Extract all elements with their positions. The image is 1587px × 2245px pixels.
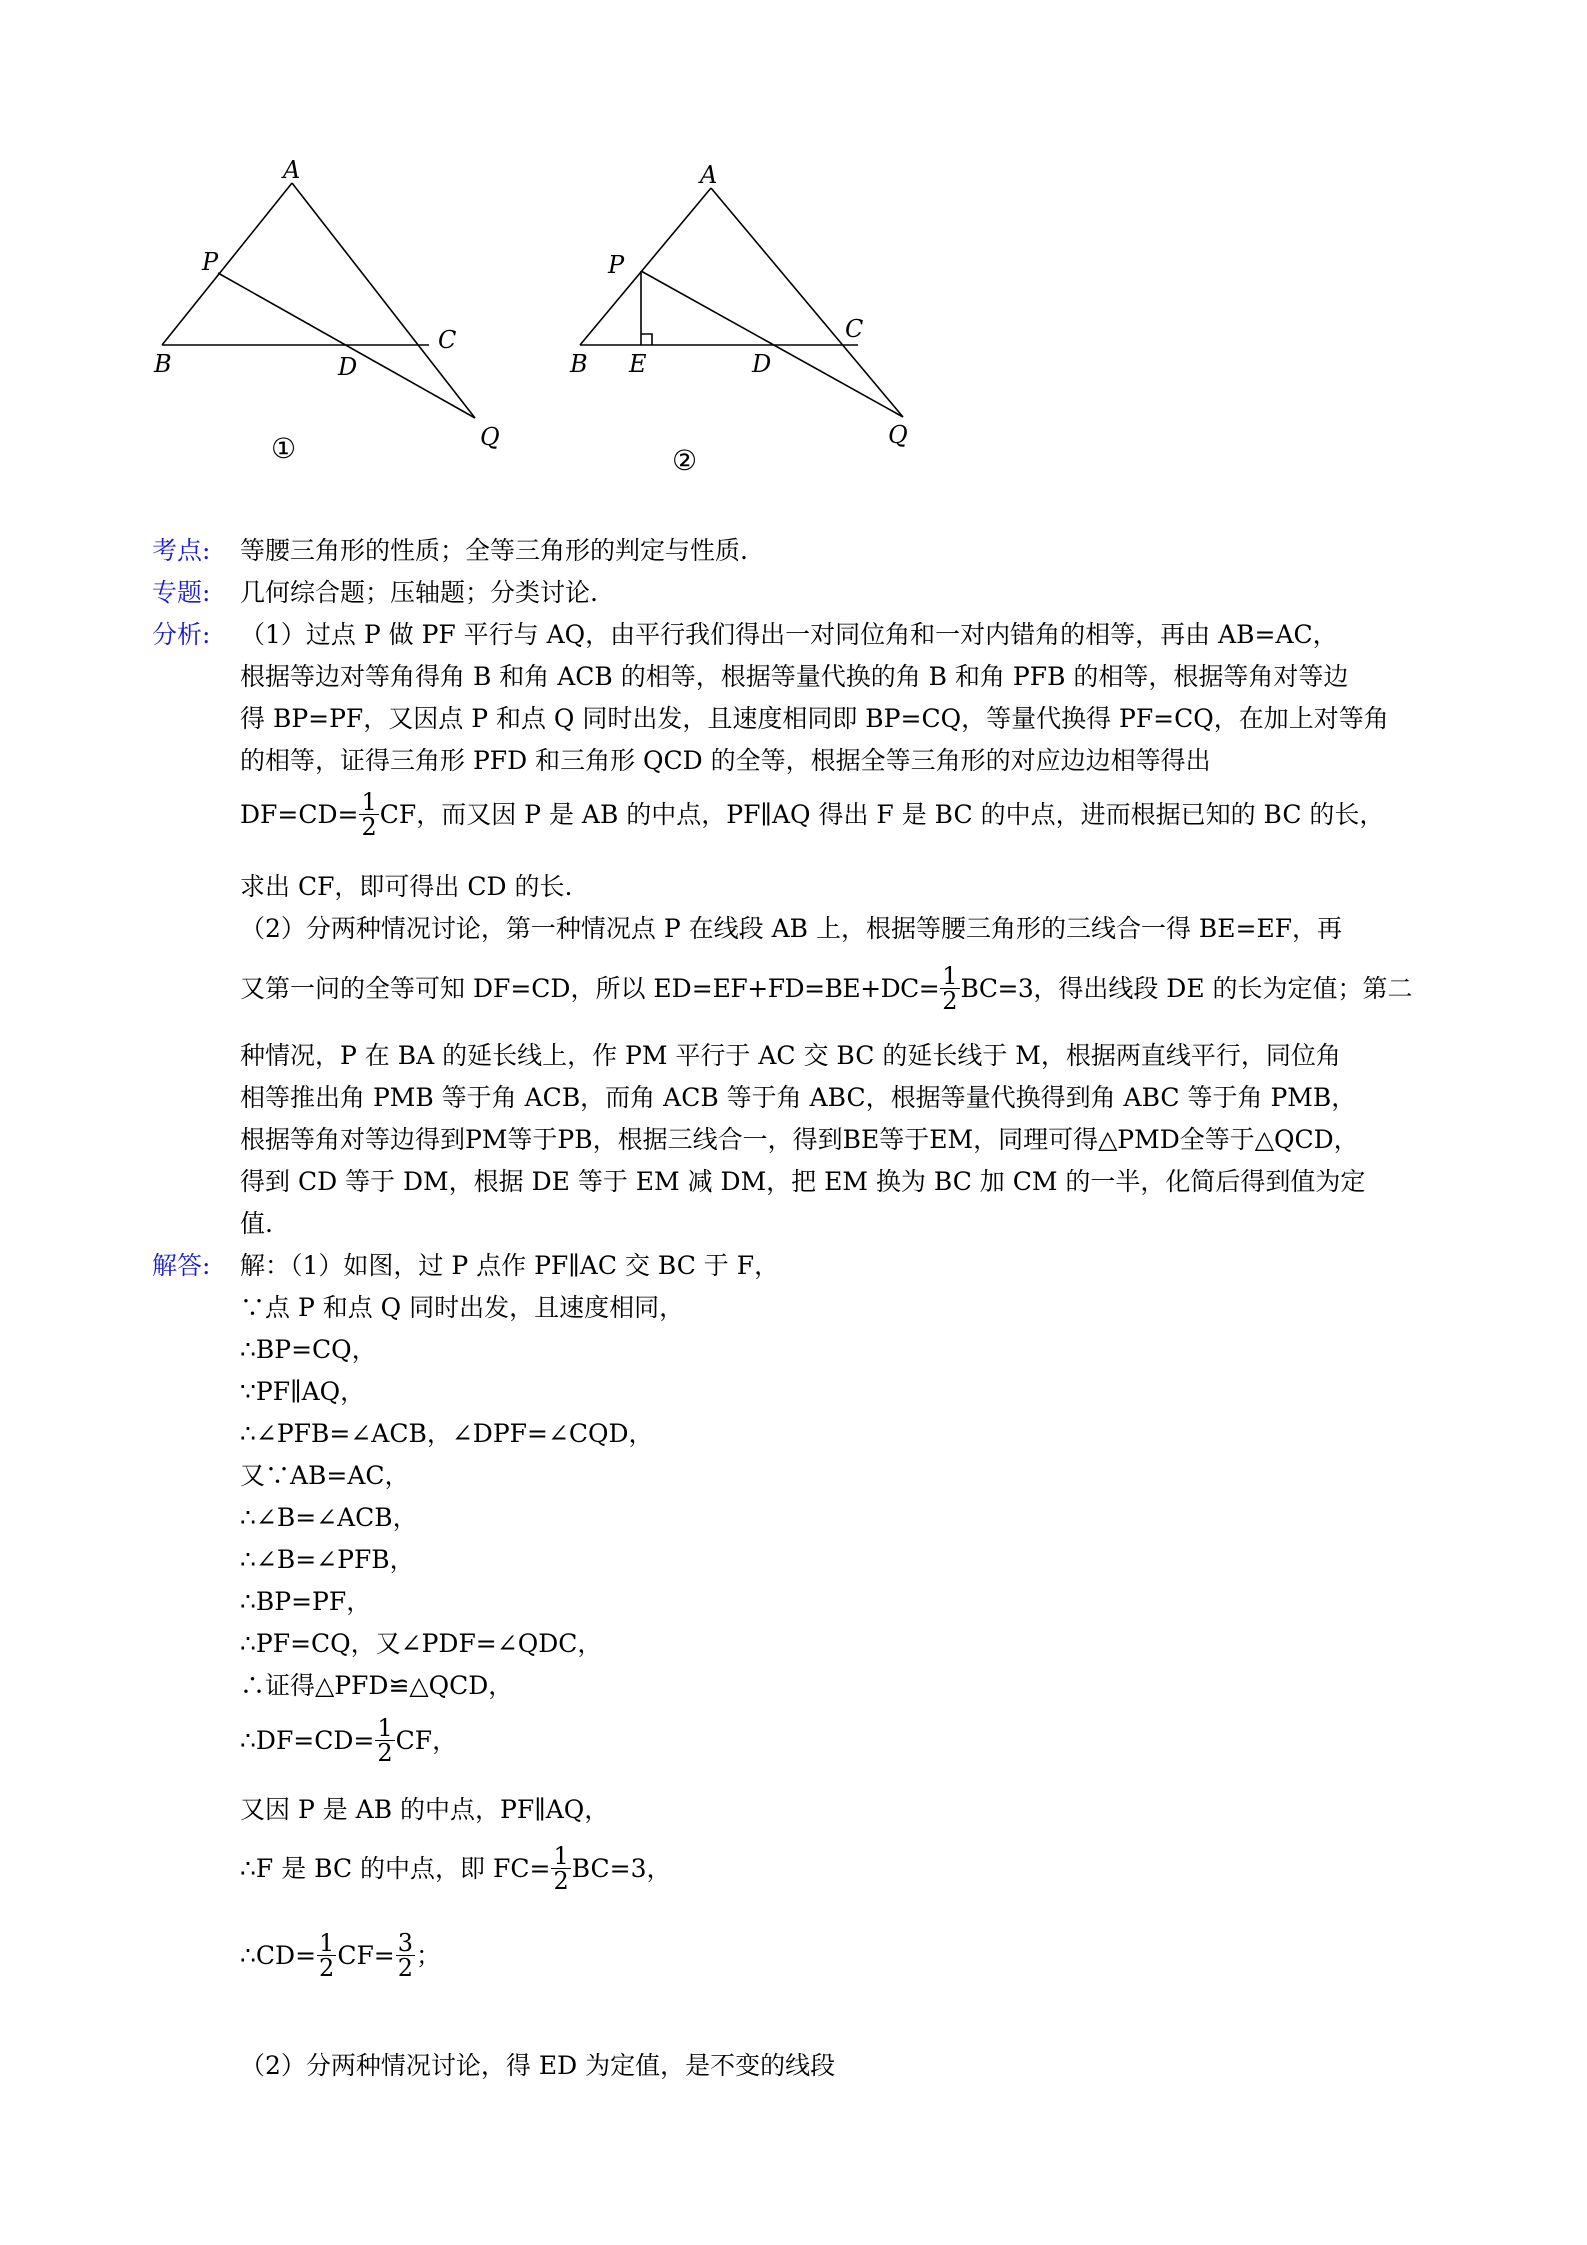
- solution-s15-end: ；: [416, 1941, 442, 1970]
- solution-s14-start: ∴F 是 BC 的中点，即 FC=: [240, 1854, 551, 1883]
- fraction-numerator: 1: [553, 1842, 569, 1870]
- point-c-label: C: [845, 315, 864, 343]
- point-d-label: D: [338, 353, 358, 381]
- solution-s12-start: ∴DF=CD=: [240, 1726, 375, 1755]
- analysis-line-13: 值.: [240, 1209, 273, 1238]
- point-q-label: Q: [480, 423, 500, 451]
- analysis-line-4: 的相等，证得三角形 PFD 和三角形 QCD 的全等，根据全等三角形的对应边边相等得出: [240, 746, 1211, 775]
- segment-ab: [580, 188, 711, 345]
- segment-pq: [641, 271, 903, 417]
- fraction-one-half: [940, 964, 959, 1013]
- analysis-l8-end: ，得出线段 DE 的长为定值；第二: [1033, 974, 1413, 1003]
- jieda-label: 解答:: [152, 1251, 211, 1280]
- point-d-label: D: [752, 350, 772, 378]
- analysis-l8-formula: EF+FD=BE+DC=: [712, 974, 940, 1003]
- point-a-label: A: [283, 156, 301, 184]
- analysis-line-9: 种情况，P 在 BA 的延长线上，作 PM 平行于 AC 交 BC 的延长线于 M，根据两直线平行，同位角: [240, 1041, 1341, 1070]
- fraction-denominator: 2: [397, 1954, 414, 1982]
- figure-2-caption: ②: [672, 444, 698, 477]
- segment-ab: [162, 183, 292, 345]
- point-b-label: B: [570, 350, 588, 378]
- fraction-denominator: 2: [361, 813, 377, 841]
- analysis-line-8: [240, 962, 1440, 1015]
- solution-line-8: ∴∠B=∠PFB，: [240, 1545, 415, 1574]
- solution-line-16: （2）分两种情况讨论，得 ED 为定值，是不变的线段: [240, 2051, 836, 2080]
- solution-line-6: 又∵AB=AC，: [240, 1461, 410, 1490]
- fraction-numerator: 1: [361, 788, 377, 816]
- solution-line-15: [240, 1929, 1440, 1982]
- analysis-line-10: 相等推出角 PMB 等于角 ACB，而角 ACB 等于角 ABC，根据等量代换得到角 ABC 等于角 PMB，: [240, 1083, 1357, 1112]
- analysis-l8-start: 又第一问的全等可知 DF=CD，所以 ED=: [240, 974, 713, 1003]
- figure-1-caption: ①: [271, 432, 297, 465]
- point-a-label: A: [700, 161, 718, 189]
- solution-line-13: 又因 P 是 AB 的中点，PF∥AQ，: [240, 1795, 610, 1824]
- point-p-label: P: [608, 251, 625, 279]
- kaodian-text: 等腰三角形的性质；全等三角形的判定与性质.: [240, 536, 748, 565]
- solution-line-14: [240, 1842, 1440, 1895]
- analysis-line-1: （1）过点 P 做 PF 平行与 AQ，由平行我们得出一对同位角和一对内错角的相等，再由 AB=AC，: [240, 620, 1338, 649]
- fraction-numerator: 3: [397, 1929, 414, 1957]
- fraction-one-half: [317, 1931, 336, 1980]
- solution-s12-end: CF，: [395, 1726, 458, 1755]
- point-c-label: C: [438, 326, 457, 354]
- figure-1-diagram: [140, 140, 540, 500]
- solution-line-10: ∴PF=CQ，又∠PDF=∠QDC，: [240, 1629, 603, 1658]
- fraction-denominator: 2: [319, 1954, 335, 1982]
- analysis-line-7: （2）分两种情况讨论，第一种情况点 P 在线段 AB 上，根据等腰三角形的三线合一得 BE=EF，再: [240, 914, 1343, 943]
- point-b-label: B: [154, 350, 172, 378]
- solution-s15-start: ∴CD=: [240, 1941, 317, 1970]
- analysis-line-6: 求出 CF，即可得出 CD 的长.: [240, 872, 573, 901]
- solution-line-9: ∴BP=PF，: [240, 1587, 372, 1616]
- figure-2-diagram: [560, 140, 960, 500]
- figure-2: [560, 140, 960, 500]
- analysis-l5-start: DF=CD=: [240, 800, 359, 829]
- solution-line-1: 解：（1）如图，过 P 点作 PF∥AC 交 BC 于 F，: [240, 1251, 780, 1280]
- figure-1: [140, 140, 540, 500]
- analysis-l8-value: BC=3: [960, 974, 1034, 1003]
- fraction-denominator: 2: [553, 1867, 569, 1895]
- analysis-line-11: 根据等角对等边得到PM等于PB，根据三线合一，得到BE等于EM，同理可得△PMD全等于△QCD，: [240, 1125, 1359, 1154]
- solution-line-2: ∵点 P 和点 Q 同时出发，且速度相同，: [240, 1293, 685, 1322]
- zhuanti-text: 几何综合题；压轴题；分类讨论.: [240, 578, 598, 607]
- fraction-one-half: [375, 1716, 394, 1765]
- analysis-l5-end: CF，而又因 P 是 AB 的中点，PF∥AQ 得出 F 是 BC 的中点，进而根据已知的 BC 的长，: [379, 800, 1385, 829]
- solution-line-7: ∴∠B=∠ACB，: [240, 1503, 418, 1532]
- fenxi-label: 分析:: [152, 620, 211, 649]
- fraction-numerator: 1: [942, 962, 958, 990]
- solution-line-5: ∴∠PFB=∠ACB，∠DPF=∠CQD，: [240, 1419, 654, 1448]
- solution-line-11: ∴证得△PFD≌△QCD，: [240, 1671, 514, 1700]
- analysis-line-3: 得 BP=PF，又因点 P 和点 Q 同时出发，且速度相同即 BP=CQ，等量代换得 PF=CQ，在加上对等角: [240, 704, 1389, 733]
- solution-line-3: ∴BP=CQ，: [240, 1335, 377, 1364]
- point-e-label: E: [629, 350, 647, 378]
- kaodian-label: 考点:: [152, 536, 211, 565]
- fraction-numerator: 1: [319, 1929, 335, 1957]
- point-p-label: P: [202, 248, 219, 276]
- fraction-one-half: [551, 1844, 570, 1893]
- right-angle-mark: [641, 334, 652, 345]
- fraction-numerator: 1: [377, 1714, 393, 1742]
- solution-s15-mid: CF=: [337, 1941, 395, 1970]
- fraction-denominator: 2: [377, 1739, 393, 1767]
- analysis-line-2: 根据等边对等角得角 B 和角 ACB 的相等，根据等量代换的角 B 和角 PFB 的相等，根据等角对等边: [240, 662, 1349, 691]
- solution-line-4: ∵PF∥AQ，: [240, 1377, 366, 1406]
- solution-s14-end: BC=3，: [571, 1854, 672, 1883]
- fraction-three-halves: [396, 1931, 415, 1980]
- zhuanti-label: 专题:: [152, 578, 211, 607]
- point-q-label: Q: [888, 421, 908, 449]
- fraction-denominator: 2: [942, 987, 958, 1015]
- segment-aq: [711, 188, 903, 417]
- fraction-one-half: [359, 790, 378, 839]
- solution-line-12: [240, 1714, 1440, 1767]
- analysis-line-5: [240, 788, 1440, 841]
- segment-aq: [292, 183, 475, 418]
- analysis-line-12: 得到 CD 等于 DM，根据 DE 等于 EM 减 DM，把 EM 换为 BC 加 CM 的一半，化简后得到值为定: [240, 1167, 1366, 1196]
